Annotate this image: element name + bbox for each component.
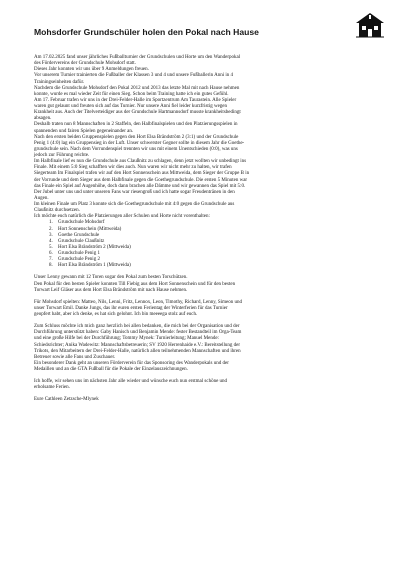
text-line: erholsame Ferien. [34,385,70,391]
text-line: Am 17.02.2025 fand unser jährliches Fußballturnier der Grundschulen und Horte um den Wanderpokal [34,55,241,60]
text-line: jedoch zur Führung reichte. [34,153,90,158]
text-line: Trainingseinheiten dafür. [34,79,85,85]
text-line: Im Halbfinale lief es nun die Grundschule aus Claußnitz zu schlagen, denn jetzt wollten wir unbedingt ins [34,159,247,165]
text-line: Durchführung unterstützt haben: Gaby Hanisch und Benjamin Mende: fester Bestandteil im Orga-Team [34,330,242,336]
text-line: Für Mohsdorf spielten: Matteo, Nils, Lenni, Fritz, Lennox, Leon, Timothy, Richard, Lenny, Simeon und [34,299,242,305]
text-line: Ich hoffe, wir sehen uns im nächsten Jahr alle wieder und wünsche euch nun erstmal schöne und [34,379,228,385]
ranking-item: 4. Grundschule Claußnitz [54,239,372,245]
ranking-item: 1. Grundschule Mohsdorf [54,220,372,226]
text-line: Medaillen und an die GTA Fußball für die Pokale der Einzelauszeichnungen. [34,367,188,372]
text-line: unser Torwart Emil. Danke Jungs, das ihr euren ersten Ferientag der Winterferien für das Turnier [34,305,228,311]
text-line: waren gut gelaunt und freuten sich auf das Turnier. Nur unsere Anni fiel leider kurzfristig wegen [34,104,228,109]
text-line: Siegerteam Im Finalspiel trafen wir auf den Hort Sonnenschein aus Mittweida, dem Sieger der Gruppe B in [34,171,250,177]
signature: Eure Cathleen Zetzsche-Mlynek [34,397,99,403]
text-line: Nachdem die Grundschule Mohsdorf den Pokal 2012 und 2013 das letzte Mal mit nach Hause nehmen [34,85,240,91]
text-line: Penig 1 (4:0) lag ein Gruppensieg in der Luft. Unser schwerster Gegner sollte in diesem Jahr die Goethe- [34,140,245,146]
ranking-item: 6. Grundschule Penig 1 [54,251,372,257]
document-body [34,55,372,404]
text-line: des Fördervereins der Grundschule Mohsdorf statt. [34,61,136,67]
rankings-list [34,220,372,269]
text-line: der Vorrunde und dem Sieger aus dem Halbfinale gegen die Goethegrundschule. Die ersten 5 Minuten war [34,177,248,183]
text-line: Ich möchte euch natürlich die Platzierungen aller Schulen und Horte nicht vorenthalten: [34,214,210,220]
text-line: Im kleinen Finale um Platz 3 konnte sich die Goethegrundschule mit 4:0 gegen die Grundschule aus [34,202,235,207]
text-line: Dieses Jahr konnten wir uns über 9 Anmeldungen freuen. [34,67,149,73]
closing-paragraph [34,379,372,391]
text-line: und eine große Hilfe bei der Durchführung; Tommy Mynek: Turnierleitung; Manuel Mende: [34,336,219,342]
text-line: grundschule sein. Nach dem Vorrundenspiel trennten wir uns mit einem Unentschieden (0:0), was uns [34,146,238,152]
thanks-paragraph [34,324,372,373]
text-line: Trikots, den Mitarbeitern der Drei-Felder-Halle, natürlich allen teilnehmenden Mannschaften und ihren [34,348,241,354]
text-line: Betreuer sowie alle Fans und Zuschauer. [34,354,116,360]
text-line: Finale. Mit einem 5:0 Sieg schafften wir dies auch. Nun waren wir nicht mehr zu halten, wir trafen [34,165,232,171]
text-line: absagen. [34,116,52,122]
ranking-item: 5. Hort Elsa Brändström 2 (Mittweida) [54,245,372,251]
text-line: Den Pokal für den besten Spieler konnten Till Fiebig aus dem Hort Sonnenschein und für den besten [34,281,236,287]
text-line: Deshalb traten nun 8 Mannschaften in 2 Staffeln, den Halbfinalspielen und den Platzierungsspielen in [34,122,238,128]
ranking-item: 2. Hort Sonnenschein (Mittweida) [54,227,372,233]
ranking-item: 3. Goethe Grundschule [54,233,372,239]
ranking-item: 8. Hort Elsa Brändström 1 (Mittweida) [54,263,372,269]
text-line: Vor unserem Turnier trainierten die Fußballer der Klassen 3 und 4 und unsere Fußballerin Anni in 4 [34,73,234,79]
text-line: Schiedsrichter; Anika Wadewitz: Mannschaftsbetreuerin; SV 1920 Herrenhaide e.V.: Bereitstellung der [34,342,241,348]
text-line: Der Jubel unter uns und unter unseren Fans war riesengroß und ich hatte sogar Freudentränen in den [34,189,235,195]
text-line: Am 17. Februar trafen wir uns in der Drei-Felder-Halle im Sportzentrum Am Taurastein. Alle Spieler [34,97,237,103]
text-line: spannenden und fairen Spielen gegeneinander an. [34,128,134,134]
text-line: das Finale ein Spiel auf Augenhöhe, doch dann brachen alle Dämme und wir gewannen das Spiel mit 5:0. [34,183,246,189]
text-line: Torwart Leif Gläser aus dem Hort Elsa Brändström mit nach Hause nehmen. [34,287,188,293]
players-paragraph [34,300,372,318]
text-line: Augen. [34,195,49,201]
text-line: konnte, wurde es mal wieder Zeit für einen Sieg. Schon beim Training hatte ich ein gutes Gefühl. [34,91,229,97]
document-title: Mohsdorfer Grundschüler holen den Pokal nach Hause [34,27,259,37]
ranking-item: 7. Grundschule Penig 2 [54,257,372,263]
text-line: Zum Schluss möchte ich mich ganz herzlich bei allen bedanken, die mich bei der Organisation und der [34,324,240,330]
school-building-icon [353,9,387,39]
text-line: Unser Lenny gewann mit 12 Toren sogar den Pokal zum besten Torschützen. [34,275,188,281]
text-line: Ein besonderer Dank geht an unseren Förderverein für das Sponsoring des Wanderpokals und der [34,360,229,366]
text-line: Nach den ersten beiden Gruppenspielen gegen den Hort Elsa Brändström 2 (3:1) und der Grundschule [34,134,239,140]
intro-paragraph [34,55,372,220]
text-line: Krankheit aus. Auch der Titelverteidiger aus der Grundschule Hartmannsdorf musste krankheitsbedingt [34,110,241,116]
text-line: Claußnitz durchsetzen. [34,208,80,214]
text-line: geopfert habt, aber ich denke, es hat sich gelohnt. Ich bin meeeega stolz auf euch. [34,312,198,317]
awards-paragraph [34,275,372,293]
